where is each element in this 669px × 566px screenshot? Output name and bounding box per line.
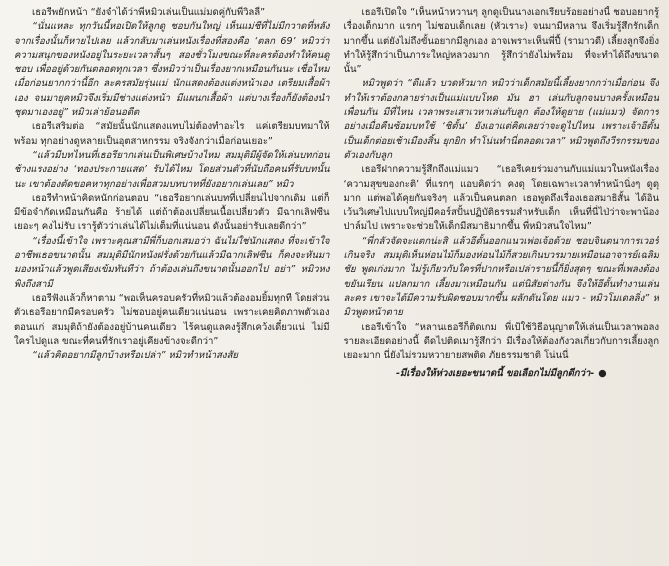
closing-text: -มีเรื่องให้ห่วงเยอะขนาดนี้ ขอเลือกไม่มีลูกดีกว่า- [395,368,595,380]
paragraph: “แล้วคิดอยากมีลูกบ้างหรือเปล่า” หมิวทำหน้าสงสัย [32,350,238,362]
end-mark-icon: ● [598,368,607,380]
paragraph: “พี่กลัวจัดจะแตกน่ะสิ แล้วอีตั้นออกแนวเพ่อเจ้อด้วย ชอบจินตนาการเวอร์เกินจริง สมมุติเห็นห่อนไม้ก็มองห่อนไม้ก็สวยเกินบวรมายเหมือนอาจารย์เฉลิมชัย พูดเก่งมาก ไม่รู้เกียวกับใครที่ปากหรือเปล่ารายนี้ก็ยิ่งสุดๆ ขณะที่เพลงต้องขยันเรียน แปลกมาก เลี้ยงมาเหมือนกัน แต่นิสัยต่างกัน จึงให้อีตั้นทำงานเล่นละคร เขาจะได้มีความรับผิดชอบมากขึ้น ผลักดันโดย แมว - หมิวโมเดลลิ่ง” หมิวพูดหน้าตาย [343,235,659,319]
paragraph: เธอรีฟังแล้วก็หาตาม “พอเห็นครอบครัวที่หมิวแล้วต้องอมยิ้มทุกที โดยส่วนตัวเธอรีอยากมีครอบครัว ไม่ชอบอยู่คนเดียวแน่นอน เพราะเคยคิดภาพตัวเองตอนแก่ สมมุติถ้ายังต้องอยู่บ้านคนเดียว ไร้คนดูแลคงรู้สึกเคว้งเดี๋ยวแน่ ไม่มีใครไปดูแล ขณะที่คนที่รักเราอยู่เคียงข้างจะดีกว่า” [14,292,330,347]
paragraph: “แล้วมีบทไหนที่เธอรียากเล่นเป็นพิเศษบ้างไหม สมมุติมีผู้จัดให้เล่นบทก่อนช้างแรงอย่าง ‘ทองประกายแสด’ รับได้ไหม โดยส่วนตัวที่นับถือคนที่รับบทนั้นนะ เขาต้องตัดขอคหาทุกอย่างเพื่อสวมบทบาทที่ยังอยากเล่นเลย” หมิว [14,149,330,190]
paragraph: “เรื่องนี้เข้าใจ เพราะคุณสามีพี่ก็บอกเสมอว่า ฉันไม่ใช่นักแสดง ที่จะเข้าใจอาชีพเธอขนาดนั้น สมมุติมีนักหนังฝรั่งด้วยกันแล้วมีฉากเลิฟซีน ก็คงจะหันมามองหน้าแล้วพูดเสียงเข้มทันทีว่า ถ้าต้องเล่นถึงขนาดนั้นออกไป อย่า” หมิวหงพิงถึงสามี [14,235,330,290]
right-column [344,6,660,562]
paragraph: “นั่นแหละ ทุกวันนี้หอเปิดให้ลูกดู ชอบกันใหญ่ เห็นแม่ชีที่ไม่มีกวาดที่หลังจากเรื่องนั้นก็หายไปเลย แล้วกลับมาเล่นหนังเรื่องที่สองคือ ‘ตลก 69’ หมิวว่าความสนุกของหนังอยู่ในระยะเวลาสั้นๆ สองชั่วโมงขณะที่ละครต้องทำให้คนดูชอบ เพื่ออยู่ด้วยกันตลอดทุกเวลา ซึ่งหมิวว่าเป็นเรื่องยากเหมือนกันนะ เชื่อไหมเมื่อก่อนยากกว่านี้อีก ละครสมัยรุ่นแม่ นักแสดงต้องแต่งหน้าเอง เตรียมเสื้อผ้าเอง จนมายุคหมิวจึงเริ่มมีช่างแต่งหน้า มีแผนกเสื้อผ้า แต่บางเรื่องก็ยังต้องนำชุดมาเองอยู่” หมิวเล่าย้อนอดีต [14,21,330,119]
paragraph: เธอรีพยักหน้า “ยังจำได้ว่าพี่หมิวเล่นเป็นแม่มดคู่กับพี่วิลลี่” [32,7,266,18]
paragraph: เธอรีเข้าใจ “หลานเธอรีก็ติดเกม พี่เป้ใช้วิธีอนุญาตให้เล่นเป็นเวลาพอลงรายละเอียดอย่างนี้ ดีดไปติดเมารู้สึกว่า มีเรื่องให้ต้องกังวลเกี่ยวกับการเลี้ยงลูกเยอะมาก นี่ยังไม่รวมหวายายสพติด ภัยธรรมชาติ โน่นนี่ [343,321,659,362]
paragraph: หมิวพูดว่า “ดีแล้ว บวดหัวมาก หมิวว่าเด็กสมัยนี้เลี้ยงยากกว่าเมื่อก่อน จึงทำให้เราต้องกลายร่างเป็นแม่แบบโหด มัน ฮา เล่นกับลูกจนบางครั้งเหมือนเพื่อนกัน มีที่ไหน เวลาพระเสาเวหาเล่นกับลูก ต้องให้ดูยาย (แม่แมว) จัดการ อย่างเมื่อคืนซ้อมบทใช้ ‘ชิตั้น’ ยังเอาแต่คิดเลยว่าจะดูไปไหน เพราะเจ้าอีตั้นเป็นเด็กต่อยเช้าเมืองสิ้น ยุกยิก ทำโน่นทำนี่ตลอดเวลา” หมิวพูดถึงวีรกรรมของตัวเองกับลูก [343,78,659,161]
closing-line [344,367,660,381]
paragraph: เธอรีเสริมต่อ “สมัยนั้นนักแสดงแทบไม่ต้องทำอะไร แค่เตรียมบทมาให้พร้อม ทุกอย่างดูหลายเป็นอุตสาหกรรม จริงจังกว่าเมื่อก่อนเยอะ” [14,121,330,147]
paragraph: เธอรีเปิดใจ “เห็นหน้าหวานๆ ลูกดูเป็นนางเอกเรียบร้อยอย่างนี้ ชอบอยากรู้เรื่องเด็กมาก แรกๆ ไม่ชอบเด็กเลย (หัวเราะ) จนมามีหลาน จึงเริ่มรู้สึกรักเด็กมากขึ้น แต่ยังไม่ถึงขั้นอยากมีลูกเอง อาจเพราะเห็นพี่ปี้ (รามาวดี) เลี้ยงลูกจึงยิ่งทำให้รู้สึกว่าเป็นภาระใหญ่หลวงมาก รู้สึกว่ายังไม่พร้อม ที่จะทำได้ถึงขนาดนั้น” [343,7,659,76]
paragraph: เธอรีทำหน้าคิดหนักก่อนตอบ “เธอรีอยากเล่นบทที่เปลี่ยนไปจากเดิม แต่ก็มีข้อจำกัดเหมือนกันคือ ร้ายได้ แต่ถ้าต้องเปลี่ยนเนื้อเปลี่ยวตัว มีฉากเลิฟซีนเยอะๆ คงไม่รับ เรารู้ตัวว่าเล่นได้ไม่เต็มที่แน่นอน ดังนั้นอย่ารับเลยดีกว่า” [14,192,330,233]
paragraph: เธอรีฝากความรู้สึกถึงแม่แมว “เธอรีเคยร่วมงานกับแม่แมวในหนังเรื่อง ‘ความสุขของกะติ’ ที่แรกๆ แอบคิดว่า คงดุ โดยเฉพาะเวลาทำหน้านิ่งๆ ดูดุมาก แต่พอได้คุยกันจริงๆ แล้วเป็นคนตลก เธอพูดถึงเรื่องเธอสมาธิสั้น ได้อินเว้นวิเศษไปแบบใหญ่มีคอร์สปั้นปฏิบัติธรรมสำหรับเด็ก เห็นที่นี่ไป่ว่าจะพาน้องปาล์มไป เพราะจะช่วยให้เด็กมีสมาธิมากขึ้น พี่หมิวสนใจไหม” [343,164,659,233]
left-column [14,6,330,562]
